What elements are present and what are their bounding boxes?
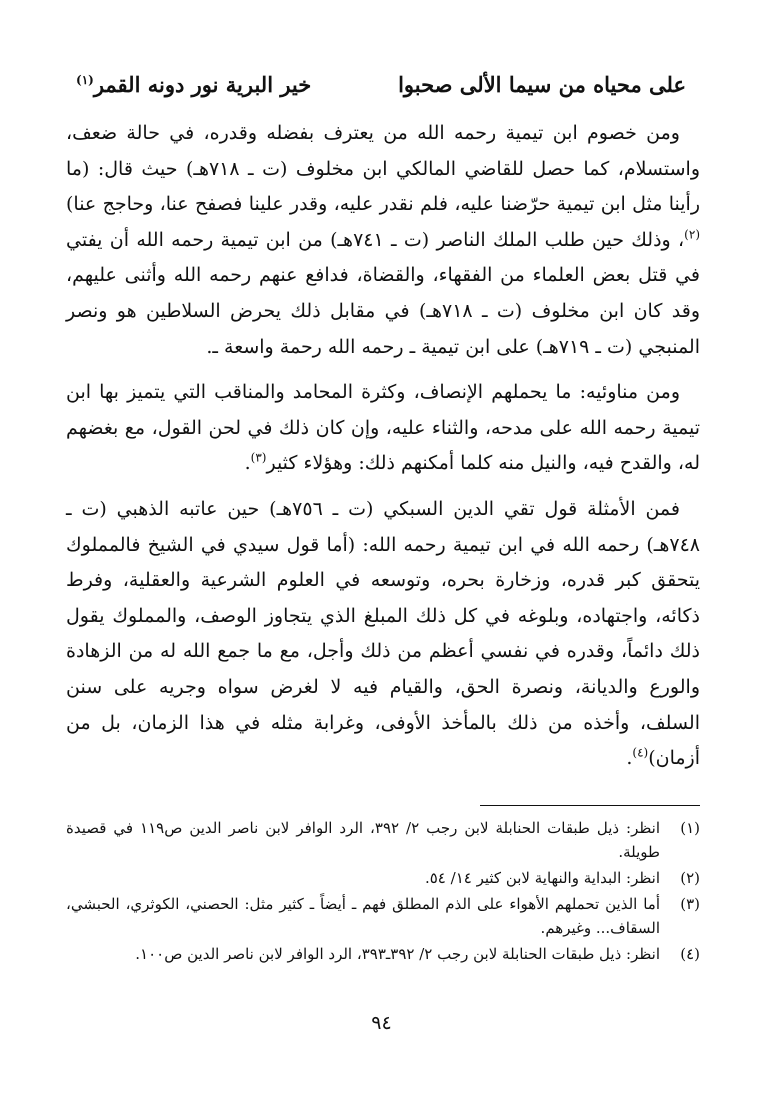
footnotes xyxy=(66,816,700,966)
paragraph-1 xyxy=(66,116,700,365)
paragraph-2-rest: . xyxy=(244,452,251,475)
footnote-text: انظر: ذيل طبقات الحنابلة لابن رجب ٢/ ٣٩٢، الرد الوافر لابن ناصر الدين ص١١٩ في قصيدة طويلة. xyxy=(66,818,660,861)
footnote xyxy=(66,816,700,864)
footnote-ref-2: (٢) xyxy=(684,227,700,242)
footnote-number: (١) xyxy=(680,818,700,837)
footnote-text: انظر: ذيل طبقات الحنابلة لابن رجب ٢/ ٣٩٢ـ٣٩٣، الرد الوافر لابن ناصر الدين ص١٠٠. xyxy=(135,944,660,963)
footnote-separator xyxy=(480,805,700,806)
header-verse-left-text: خير البرية نور دونه القمر xyxy=(93,72,312,97)
paragraph-2 xyxy=(66,375,700,482)
page xyxy=(66,58,700,968)
footnote-text: أما الذين تحملهم الأهواء على الذم المطلق فهم ـ أيضاً ـ كثير مثل: الحصني، الكوثري، الحبشي، السقاف... وغيرهم. xyxy=(66,894,660,937)
footnote-number: (٣) xyxy=(680,894,700,913)
header-verse-right: على محياه من سيما الألى صحبوا xyxy=(398,72,686,97)
paragraph-1-rest: ، وذلك حين طلب الملك الناصر (ت ـ ٧٤١هـ) من ابن تيمية رحمه الله أن يفتي في قتل بعض العلماء من الفقهاء، والقضاة، فدافع عنهم رحمه الله وأثنى عليهم، وقد كان ابن مخلوف (ت ـ ٧١٨هـ) في مقابل ذلك يحرض السلاطين هو ونصر المنبجي (ت ـ ٧١٩هـ) على ابن تيمية ـ رحمه الله رحمة واسعة ـ. xyxy=(66,228,700,358)
footnote-ref-3: (٣) xyxy=(250,451,267,466)
footnote xyxy=(66,866,700,890)
footnote xyxy=(66,892,700,940)
footnote-number: (٢) xyxy=(680,868,700,887)
paragraph-3 xyxy=(66,492,700,777)
paragraph-3-text: فمن الأمثلة قول تقي الدين السبكي (ت ـ ٧٥٦هـ) حين عاتبه الذهبي (ت ـ ٧٤٨هـ) رحمه الله في ابن تيمية رحمه الله: (أما قول سيدي في الشيخ فالمملوك يتحقق كبر قدره، وزخارة بحره، وتوسعه في العلوم الشرعية والعقلية، وفرط ذكائه، واجتهاده، وبلوغه في كل ذلك المبلغ الذي يتجاوز الوصف، والمملوك يقول ذلك دائماً، وقدره في نفسي أعظم من ذلك وأجل، مع ما جمع الله له من الزهادة والورع والديانة، ونصرة الحق، والقيام فيه لا لغرض سواه وجريه على سنن السلف، وأخذه من ذلك بالمأخذ الأوفى، وغرابة مثله في هذا الزمان، بل من أزمان) xyxy=(66,497,700,770)
running-header xyxy=(66,58,700,102)
footnote-number: (٤) xyxy=(680,944,700,963)
paragraph-3-rest: . xyxy=(626,747,633,770)
page-number: ٩٤ xyxy=(371,1012,392,1034)
header-verse-left xyxy=(66,58,311,107)
paragraph-1-text: ومن خصوم ابن تيمية رحمه الله من يعترف بفضله وقدره، في حالة ضعف، واستسلام، كما حصل للقاضي المالكي ابن مخلوف (ت ـ ٧١٨هـ) حيث قال: (ما رأينا مثل ابن تيمية حرّضنا عليه، فلم نقدر عليه، وقدر علينا فصفح عنا، وحاجج عنا) xyxy=(66,122,700,216)
footnote-ref-4: (٤) xyxy=(632,745,649,760)
paragraph-2-text: ومن مناوئيه: ما يحملهم الإنصاف، وكثرة المحامد والمناقب التي يتميز بها ابن تيمية رحمه الله على مدحه، والثناء عليه، وإن كان ذلك في لحن القول، مع بغضهم له، والقدح فيه، والنيل منه كلما أمكنهم ذلك: وهؤلاء كثير xyxy=(66,381,700,475)
header-note-mark: (١) xyxy=(76,73,94,87)
main-text xyxy=(66,116,700,777)
footnote xyxy=(66,942,700,966)
footnote-text: انظر: البداية والنهاية لابن كثير ١٤/ ٥٤. xyxy=(424,868,660,887)
